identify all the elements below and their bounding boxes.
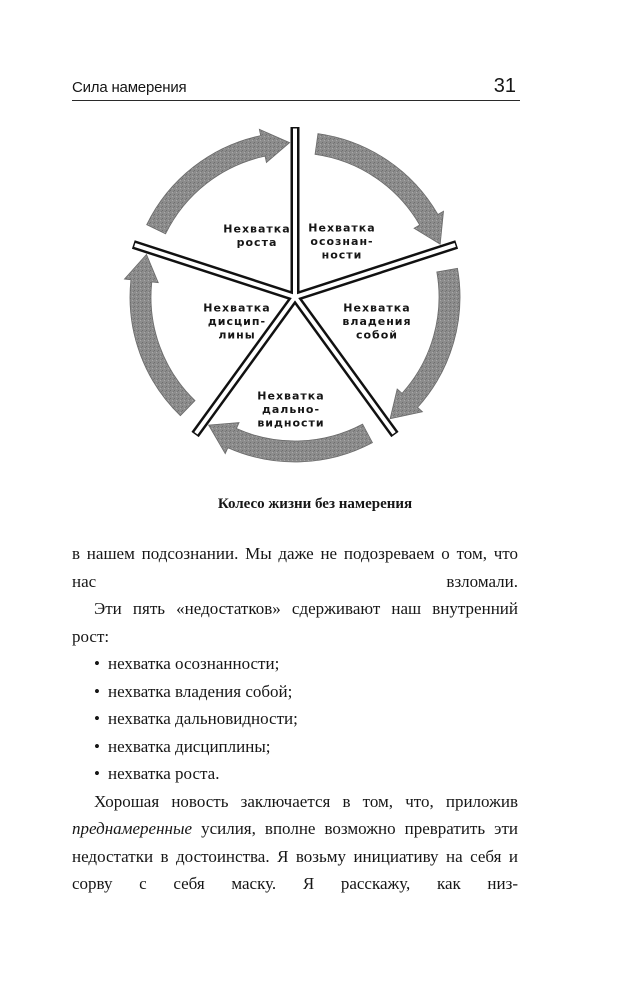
wheel-of-life-diagram (110, 122, 480, 472)
list-item: • нехватка дисциплины; (94, 733, 518, 761)
running-title: Сила намерения (72, 79, 187, 96)
segment-label: Нехватка осознан-ности (308, 221, 376, 262)
paragraph-3-start: Хорошая новость заключается в том, что, приложив (94, 791, 518, 811)
segment-label: Нехватка владения собой (342, 301, 412, 342)
paragraph-3-end: усилия, вполне возможно превратить эти недостатки в достоинства. Я возьму инициативу на себя и сорву с себя маску. Я расскажу, как низ- (72, 819, 518, 893)
cycle-arrow (390, 268, 460, 418)
paragraph-1: в нашем подсознании. Мы даже не подозреваем о том, что нас взломали. (72, 544, 518, 591)
paragraph-2: Эти пять «недостатков» сдерживают наш внутренний рост: (72, 599, 518, 646)
emphasized-word: преднамеренные (72, 819, 193, 838)
segment-label: Нехватка роста (223, 222, 291, 249)
hub (292, 294, 297, 299)
list-item: • нехватка дальновидности; (94, 705, 518, 733)
spoke-inner (295, 245, 455, 297)
cycle-arrow (124, 254, 195, 415)
shortcomings-list (72, 650, 518, 788)
list-item: • нехватка владения собой; (94, 678, 518, 706)
list-item: • нехватка роста. (94, 760, 518, 788)
page-header (72, 74, 520, 101)
segment-label: Нехватка дисцип-лины (203, 301, 271, 342)
paragraph-3 (72, 788, 518, 898)
segment-labels (203, 222, 411, 430)
page-number: 31 (493, 75, 516, 97)
body-text (72, 540, 518, 898)
diagram-caption: Колесо жизни без намерения (217, 496, 413, 512)
spoke-inner (135, 245, 295, 297)
cycle-arrow (147, 129, 290, 234)
segment-label: Нехватка дально-видности (257, 389, 325, 430)
list-item: • нехватка осознанности; (94, 650, 518, 678)
